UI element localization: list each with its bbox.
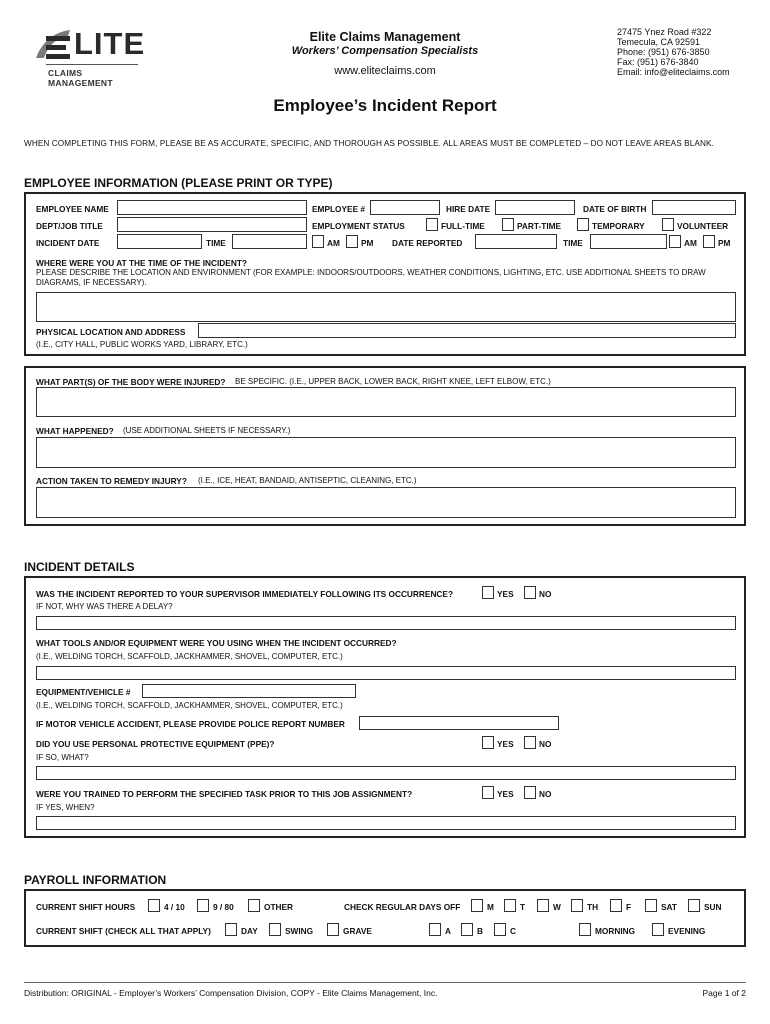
hire-date-label: HIRE DATE bbox=[446, 204, 491, 214]
tools-question: WHAT TOOLS AND/OR EQUIPMENT WERE YOU USING WHEN THE INCIDENT OCCURRED? bbox=[36, 638, 397, 648]
shift-hours-label: CURRENT SHIFT HOURS bbox=[36, 902, 136, 912]
action-taken-textarea[interactable] bbox=[36, 487, 736, 518]
address-line: Temecula, CA 92591 bbox=[617, 37, 701, 47]
trained-question: WERE YOU TRAINED TO PERFORM THE SPECIFIED TASK PRIOR TO THIS JOB ASSIGNMENT? bbox=[36, 789, 413, 799]
trained-when-label: IF YES, WHEN? bbox=[36, 803, 95, 812]
logo bbox=[32, 24, 146, 88]
dept-input[interactable] bbox=[117, 217, 307, 232]
reported-yes-checkbox[interactable] bbox=[482, 586, 494, 599]
ppe-yes-checkbox[interactable] bbox=[482, 736, 494, 749]
incident-date-input[interactable] bbox=[117, 234, 202, 249]
hire-date-input[interactable] bbox=[495, 200, 575, 215]
reported-time-label: TIME bbox=[563, 238, 583, 248]
body-parts-textarea[interactable] bbox=[36, 387, 736, 417]
where-textarea[interactable] bbox=[36, 292, 736, 322]
shift-grave-label: GRAVE bbox=[343, 926, 372, 936]
equipment-number-label: EQUIPMENT/VEHICLE # bbox=[36, 687, 131, 697]
physical-location-hint: (I.E., CITY HALL, PUBLIC WORKS YARD, LIBRARY, ETC.) bbox=[36, 340, 248, 349]
footer-page-number: Page 1 of 2 bbox=[702, 988, 746, 998]
tools-hint: (I.E., WELDING TORCH, SCAFFOLD, JACKHAMMER, SHOVEL, COMPUTER, ETC.) bbox=[36, 652, 343, 661]
body-parts-hint: BE SPECIFIC. (I.E., UPPER BACK, LOWER BACK, RIGHT KNEE, LEFT ELBOW, ETC.) bbox=[235, 377, 551, 386]
shift-evening-checkbox[interactable] bbox=[652, 923, 664, 936]
date-reported-input[interactable] bbox=[475, 234, 557, 249]
incident-pm-checkbox[interactable] bbox=[346, 235, 358, 248]
dob-input[interactable] bbox=[652, 200, 736, 215]
day-off-f-checkbox[interactable] bbox=[610, 899, 622, 912]
tools-input[interactable] bbox=[36, 666, 736, 680]
ppe-question: DID YOU USE PERSONAL PROTECTIVE EQUIPMENT (PPE)? bbox=[36, 739, 275, 749]
day-off-sat-checkbox[interactable] bbox=[645, 899, 657, 912]
reported-yes-label: YES bbox=[497, 589, 514, 599]
full-time-label: FULL-TIME bbox=[441, 221, 485, 231]
days-off-label: CHECK REGULAR DAYS OFF bbox=[344, 902, 461, 912]
shift-410-label: 4 / 10 bbox=[164, 902, 185, 912]
physical-location-label: PHYSICAL LOCATION AND ADDRESS bbox=[36, 327, 186, 337]
day-off-sat-label: SAT bbox=[661, 902, 677, 912]
shift-day-checkbox[interactable] bbox=[225, 923, 237, 936]
address-line[interactable]: Email: info@eliteclaims.com bbox=[617, 67, 730, 77]
section-heading-payroll: PAYROLL INFORMATION bbox=[24, 873, 167, 887]
ppe-yes-label: YES bbox=[497, 739, 514, 749]
trained-no-checkbox[interactable] bbox=[524, 786, 536, 799]
day-off-m-checkbox[interactable] bbox=[471, 899, 483, 912]
shift-evening-label: EVENING bbox=[668, 926, 706, 936]
day-off-f-label: F bbox=[626, 902, 632, 912]
equipment-hint: (I.E., WELDING TORCH, SCAFFOLD, JACKHAMMER, SHOVEL, COMPUTER, ETC.) bbox=[36, 701, 343, 710]
part-time-checkbox[interactable] bbox=[502, 218, 514, 231]
section-heading-incident: INCIDENT DETAILS bbox=[24, 560, 135, 574]
address-line: Fax: (951) 676-3840 bbox=[617, 57, 699, 67]
day-off-m-label: M bbox=[487, 902, 494, 912]
employee-number-input[interactable] bbox=[370, 200, 440, 215]
reported-pm-label: PM bbox=[718, 238, 731, 248]
trained-when-input[interactable] bbox=[36, 816, 736, 830]
day-off-th-label: TH bbox=[587, 902, 599, 912]
reported-no-label: NO bbox=[539, 589, 552, 599]
equipment-number-input[interactable] bbox=[142, 684, 356, 698]
day-off-sun-checkbox[interactable] bbox=[688, 899, 700, 912]
shift-morning-label: MORNING bbox=[595, 926, 636, 936]
reported-pm-checkbox[interactable] bbox=[703, 235, 715, 248]
police-report-input[interactable] bbox=[359, 716, 559, 730]
incident-am-label: AM bbox=[327, 238, 340, 248]
body-parts-question: WHAT PART(S) OF THE BODY WERE INJURED? bbox=[36, 377, 226, 387]
day-off-sun-label: SUN bbox=[704, 902, 722, 912]
day-off-w-label: W bbox=[553, 902, 561, 912]
shift-410-checkbox[interactable] bbox=[148, 899, 160, 912]
incident-time-label: TIME bbox=[206, 238, 226, 248]
footer-distribution: Distribution: ORIGINAL - Employer’s Workers’ Compensation Division, COPY - Elite Claims Management, Inc. bbox=[24, 988, 438, 998]
reported-no-checkbox[interactable] bbox=[524, 586, 536, 599]
action-taken-question: ACTION TAKEN TO REMEDY INJURY? bbox=[36, 476, 187, 486]
day-off-th-checkbox[interactable] bbox=[571, 899, 583, 912]
ppe-what-label: IF SO, WHAT? bbox=[36, 753, 89, 762]
trained-yes-checkbox[interactable] bbox=[482, 786, 494, 799]
physical-location-input[interactable] bbox=[198, 323, 736, 338]
where-question: WHERE WERE YOU AT THE TIME OF THE INCIDENT? bbox=[36, 258, 247, 268]
shift-grave-checkbox[interactable] bbox=[327, 923, 339, 936]
shift-other-checkbox[interactable] bbox=[248, 899, 260, 912]
incident-date-label: INCIDENT DATE bbox=[36, 238, 100, 248]
employment-status-label: EMPLOYMENT STATUS bbox=[312, 221, 405, 231]
trained-yes-label: YES bbox=[497, 789, 514, 799]
shift-swing-checkbox[interactable] bbox=[269, 923, 281, 936]
shift-b-label: B bbox=[477, 926, 483, 936]
police-report-label: IF MOTOR VEHICLE ACCIDENT, PLEASE PROVIDE POLICE REPORT NUMBER bbox=[36, 719, 345, 729]
action-taken-hint: (I.E., ICE, HEAT, BANDAID, ANTISEPTIC, CLEANING, ETC.) bbox=[198, 476, 417, 485]
section-heading-employee: EMPLOYEE INFORMATION (PLEASE PRINT OR TYPE) bbox=[24, 176, 333, 190]
company-address bbox=[617, 27, 767, 77]
incident-am-checkbox[interactable] bbox=[312, 235, 324, 248]
page-title: Employee’s Incident Report bbox=[273, 96, 497, 115]
shift-a-label: A bbox=[445, 926, 451, 936]
incident-pm-label: PM bbox=[361, 238, 374, 248]
address-line: Phone: (951) 676-3850 bbox=[617, 47, 710, 57]
company-name: Elite Claims Management bbox=[309, 30, 461, 44]
date-reported-label: DATE REPORTED bbox=[392, 238, 463, 248]
incident-time-input[interactable] bbox=[232, 234, 307, 249]
day-off-t-checkbox[interactable] bbox=[504, 899, 516, 912]
shift-day-label: DAY bbox=[241, 926, 258, 936]
current-shift-label: CURRENT SHIFT (CHECK ALL THAT APPLY) bbox=[36, 926, 211, 936]
employee-name-label: EMPLOYEE NAME bbox=[36, 204, 109, 214]
shift-c-label: C bbox=[510, 926, 516, 936]
employee-number-label: EMPLOYEE # bbox=[312, 204, 366, 214]
dob-label: DATE OF BIRTH bbox=[583, 204, 647, 214]
delay-input[interactable] bbox=[36, 616, 736, 630]
volunteer-checkbox[interactable] bbox=[662, 218, 674, 231]
employee-name-input[interactable] bbox=[117, 200, 307, 215]
temporary-label: TEMPORARY bbox=[592, 221, 645, 231]
reported-am-label: AM bbox=[684, 238, 697, 248]
full-time-checkbox[interactable] bbox=[426, 218, 438, 231]
ppe-no-label: NO bbox=[539, 739, 552, 749]
volunteer-label: VOLUNTEER bbox=[677, 221, 729, 231]
company-website[interactable]: www.eliteclaims.com bbox=[334, 65, 436, 77]
shift-980-checkbox[interactable] bbox=[197, 899, 209, 912]
logo-subtitle: CLAIMS MANAGEMENT bbox=[48, 68, 113, 88]
day-off-w-checkbox[interactable] bbox=[537, 899, 549, 912]
shift-swing-label: SWING bbox=[285, 926, 314, 936]
shift-other-label: OTHER bbox=[264, 902, 294, 912]
shift-c-checkbox[interactable] bbox=[494, 923, 506, 936]
shift-morning-checkbox[interactable] bbox=[579, 923, 591, 936]
footer-divider bbox=[24, 982, 746, 983]
reported-am-checkbox[interactable] bbox=[669, 235, 681, 248]
address-line: 27475 Ynez Road #322 bbox=[617, 27, 712, 37]
what-happened-question: WHAT HAPPENED? bbox=[36, 426, 114, 436]
temporary-checkbox[interactable] bbox=[577, 218, 589, 231]
reported-supervisor-question: WAS THE INCIDENT REPORTED TO YOUR SUPERVISOR IMMEDIATELY FOLLOWING ITS OCCURRENCE? bbox=[36, 589, 454, 599]
where-description: PLEASE DESCRIBE THE LOCATION AND ENVIRONMENT (FOR EXAMPLE: INDOORS/OUTDOORS, WEATHER CONDITIONS, LIGHTING, ETC. USE ADDITIONAL SHEETS TO DRAW DIAGRAMS, IF NECESSARY). bbox=[36, 268, 706, 287]
logo-swoosh-icon bbox=[32, 28, 72, 62]
day-off-t-label: T bbox=[520, 902, 526, 912]
shift-980-label: 9 / 80 bbox=[213, 902, 234, 912]
shift-b-checkbox[interactable] bbox=[461, 923, 473, 936]
ppe-what-input[interactable] bbox=[36, 766, 736, 780]
logo-text: LITE bbox=[74, 26, 146, 61]
trained-no-label: NO bbox=[539, 789, 552, 799]
ppe-no-checkbox[interactable] bbox=[524, 736, 536, 749]
shift-a-checkbox[interactable] bbox=[429, 923, 441, 936]
what-happened-hint: (USE ADDITIONAL SHEETS IF NECESSARY.) bbox=[123, 426, 291, 435]
dept-label: DEPT/JOB TITLE bbox=[36, 221, 103, 231]
reported-time-input[interactable] bbox=[590, 234, 667, 249]
company-tagline: Workers’ Compensation Specialists bbox=[291, 45, 479, 57]
form-instructions: WHEN COMPLETING THIS FORM, PLEASE BE AS ACCURATE, SPECIFIC, AND THOROUGH AS POSSIBLE. ALL AREAS MUST BE COMPLETED – DO NOT LEAVE AREAS BLANK. bbox=[24, 139, 714, 148]
part-time-label: PART-TIME bbox=[517, 221, 562, 231]
delay-question: IF NOT, WHY WAS THERE A DELAY? bbox=[36, 602, 173, 611]
payroll-panel bbox=[24, 889, 746, 947]
what-happened-textarea[interactable] bbox=[36, 437, 736, 468]
